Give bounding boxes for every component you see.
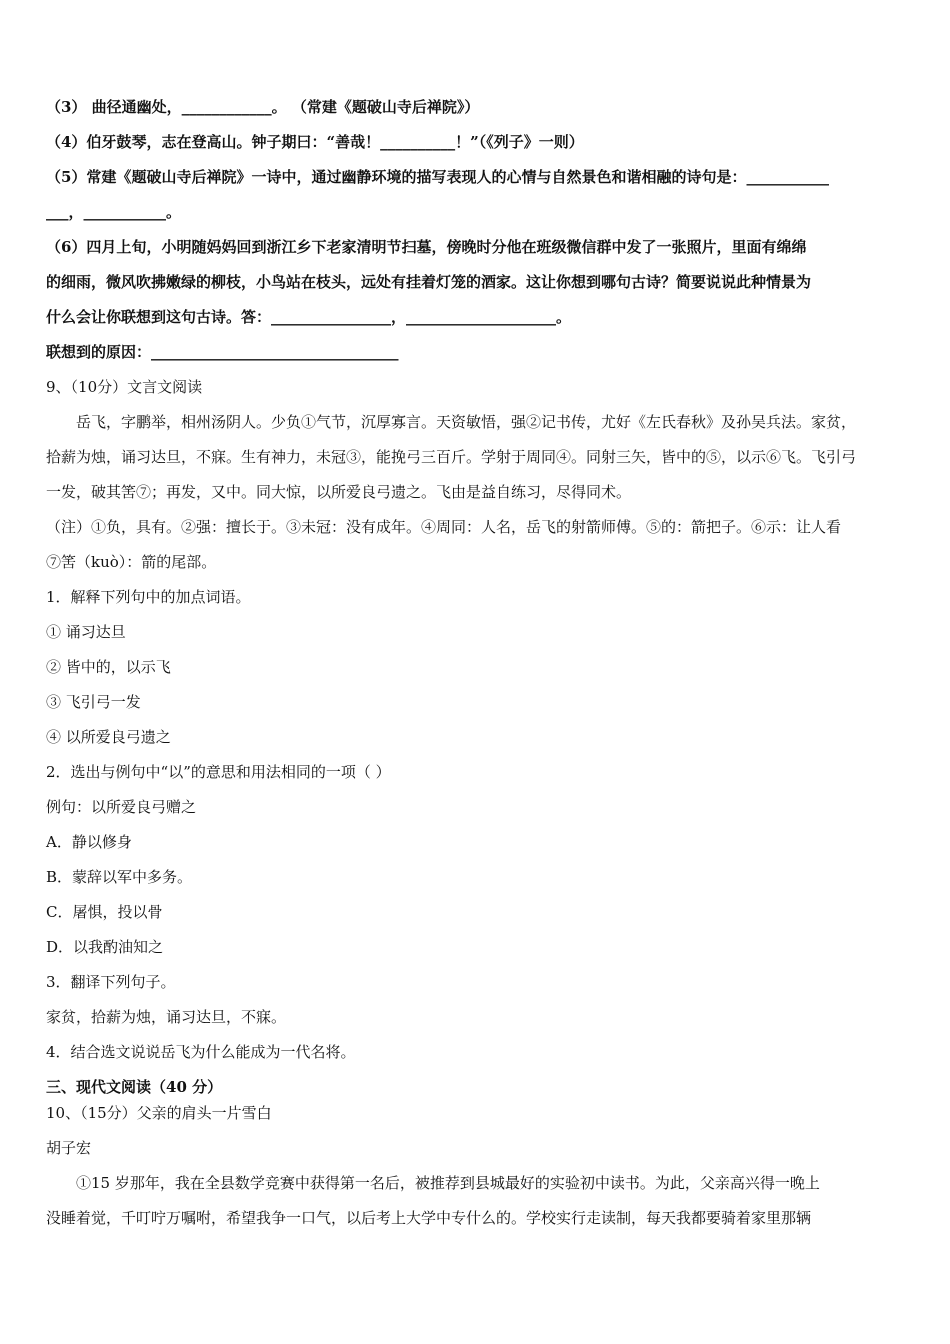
- q8-item-6-line1: （6）四月上旬，小明随妈妈回到浙江乡下老家清明节扫墓，傍晚时分他在班级微信群中发了一张照片，里面有绵绵: [46, 238, 807, 256]
- q9-sub2-option-d: D．以我酌油知之: [46, 938, 164, 956]
- q9-sub1: 1．解释下列句中的加点词语。: [46, 588, 251, 606]
- q9-sub2-option-c: C．屠惧，投以骨: [46, 903, 163, 921]
- q9-sub3: 3．翻译下列句子。: [46, 973, 176, 991]
- q8-item-6-line2: 的细雨，微风吹拂嫩绿的柳枝，小鸟站在枝头，远处有挂着灯笼的酒家。这让你想到哪句古诗？简要说说此种情景为: [46, 273, 812, 291]
- q8-item-3: （3） 曲径通幽处，____________。 （常建《题破山寺后禅院》）: [46, 98, 480, 116]
- q8-item-6-reason: 联想到的原因：_________________________________: [46, 343, 399, 361]
- q9-passage-line3: 一发，破其筈⑦；再发，又中。同大惊，以所爱良弓遗之。飞由是益自练习，尽得同术。: [46, 483, 632, 501]
- q10-paragraph1-line1: ①15 岁那年，我在全县数学竞赛中获得第一名后，被推荐到县城最好的实验初中读书。为此，父亲高兴得一晚上: [76, 1174, 820, 1192]
- document-page: [46, 96, 908, 1229]
- q9-notes-line1: （注）①负，具有。②强：擅长于。③未冠：没有成年。④周同：人名，岳飞的射箭师傅。⑤的：箭把子。⑥示：让人看: [46, 518, 842, 536]
- q10-paragraph1-line2: 没睡着觉，千叮咛万嘱咐，希望我争一口气，以后考上大学中专什么的。学校实行走读制，每天我都要骑着家里那辆: [46, 1209, 812, 1227]
- q8-item-5-line2: ___，___________。: [46, 203, 182, 221]
- q9-notes-line2: ⑦筈（kuò）：箭的尾部。: [46, 553, 217, 571]
- q9-sub1-b: ② 皆中的，以示飞: [46, 658, 171, 676]
- q9-passage-line2: 拾薪为烛，诵习达旦，不寐。生有神力，未冠③，能挽弓三百斤。学射于周同④。同射三矢，皆中的⑤，以示⑥飞。飞引弓: [46, 448, 857, 466]
- q9-sub4: 4．结合选文说说岳飞为什么能成为一代名将。: [46, 1043, 356, 1061]
- q8-item-4: （4）伯牙鼓琴，志在登高山。钟子期曰：“善哉！__________！”（《列子》一则）: [46, 133, 584, 151]
- q9-sub2-option-b: B．蒙辞以军中多务。: [46, 868, 193, 886]
- q9-title: 9、（10分）文言文阅读: [46, 378, 203, 396]
- q9-sub3-text: 家贫，拾薪为烛，诵习达旦，不寐。: [46, 1008, 287, 1026]
- q8-item-5-line1: （5）常建《题破山寺后禅院》一诗中，通过幽静环境的描写表现人的心情与自然景色和谐相融的诗句是：___________: [46, 168, 829, 186]
- q9-passage-line1: 岳飞，字鹏举，相州汤阴人。少负①气节，沉厚寡言。天资敏悟，强②记书传，尤好《左氏春秋》及孙吴兵法。家贫，: [76, 413, 857, 431]
- q10-author: 胡子宏: [46, 1139, 92, 1157]
- q9-sub2-option-a: A．静以修身: [46, 833, 132, 851]
- section-3-title: 三、现代文阅读（40 分）: [46, 1078, 223, 1096]
- q9-sub2: 2．选出与例句中“以”的意思和用法相同的一项（ ）: [46, 763, 391, 781]
- q8-item-6-line3: 什么会让你联想到这句古诗。答：________________，____________________。: [46, 308, 572, 326]
- q9-sub1-a: ① 诵习达旦: [46, 623, 126, 641]
- q9-sub1-c: ③ 飞引弓一发: [46, 693, 141, 711]
- q9-sub1-d: ④ 以所爱良弓遗之: [46, 728, 171, 746]
- q10-title: 10、（15分）父亲的肩头一片雪白: [46, 1104, 272, 1122]
- q9-sub2-example: 例句：以所爱良弓赠之: [46, 798, 197, 816]
